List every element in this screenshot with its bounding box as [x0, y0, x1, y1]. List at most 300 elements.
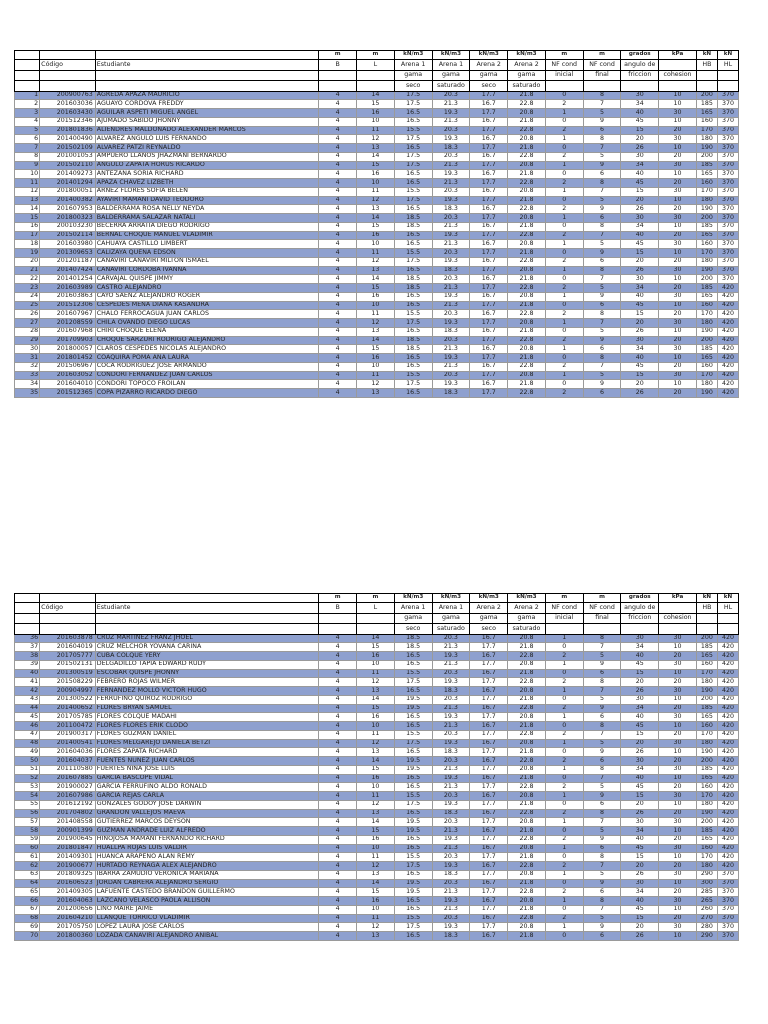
header-cell-cohesion: kPa — [659, 51, 697, 60]
cell-codigo: 201604036 — [40, 748, 96, 757]
cell-arena2-gama-saturado: 22.8 — [508, 205, 546, 214]
cell-hl: 370 — [717, 257, 738, 266]
cell-estudiante: CARVAJAL QUISPE JIMMY — [95, 275, 318, 284]
cell-arena2-gama-seco: 16.7 — [470, 774, 508, 783]
cell-arena1-gama-saturado: 19.3 — [432, 713, 470, 722]
header-cell-hb: kN — [696, 594, 717, 603]
cell-row-number: 26 — [15, 310, 40, 319]
cell-cohesion: 30 — [659, 109, 697, 118]
cell-arena2-gama-saturado: 22.8 — [508, 757, 546, 766]
cell-l: 13 — [357, 266, 395, 275]
cell-angulo-de-friccion: 26 — [621, 266, 659, 275]
table-row — [15, 783, 739, 792]
cell-hb: 265 — [696, 897, 717, 906]
cell-arena2-gama-seco: 16.7 — [470, 722, 508, 731]
cell-arena1-gama-seco: 17.5 — [394, 257, 432, 266]
cell-angulo-de-friccion: 34 — [621, 345, 659, 354]
cell-arena2-gama-saturado: 20.8 — [508, 923, 546, 932]
cell-hb: 185 — [696, 284, 717, 293]
cell-arena1-gama-saturado: 20.3 — [432, 792, 470, 801]
cell-l: 10 — [357, 660, 395, 669]
cell-nf-cond-inicial: 0 — [545, 643, 583, 652]
cell-l: 15 — [357, 827, 395, 836]
cell-arena2-gama-saturado: 22.8 — [508, 336, 546, 345]
header-cell-hb — [696, 81, 717, 92]
table-1-body — [15, 51, 739, 398]
cell-row-number: 1 — [15, 91, 40, 100]
cell-arena1-gama-seco: 16.5 — [394, 144, 432, 153]
cell-arena2-gama-seco: 16.7 — [470, 739, 508, 748]
cell-angulo-de-friccion: 15 — [621, 914, 659, 923]
cell-estudiante: LINO MAIRE JAIME — [95, 905, 318, 914]
cell-arena1-gama-saturado: 20.3 — [432, 187, 470, 196]
cell-arena2-gama-seco: 16.7 — [470, 932, 508, 941]
cell-arena1-gama-seco: 18.5 — [394, 643, 432, 652]
cell-cohesion: 20 — [659, 152, 697, 161]
table-row — [15, 354, 739, 363]
header-cell-angulo-de-friccion: friccion — [621, 70, 659, 81]
cell-cohesion: 10 — [659, 774, 697, 783]
cell-codigo: 201705777 — [40, 652, 96, 661]
cell-row-number: 17 — [15, 231, 40, 240]
cell-hl: 370 — [717, 888, 738, 897]
cell-b: 4 — [319, 266, 357, 275]
cell-nf-cond-inicial: 1 — [545, 187, 583, 196]
cell-nf-cond-inicial: 0 — [545, 327, 583, 336]
cell-estudiante: CAYO SAENZ ALEJANDRO ROGER — [95, 292, 318, 301]
cell-row-number: 21 — [15, 266, 40, 275]
cell-hb: 285 — [696, 888, 717, 897]
cell-codigo: 201809325 — [40, 870, 96, 879]
cell-nf-cond-inicial: 0 — [545, 932, 583, 941]
cell-angulo-de-friccion: 40 — [621, 354, 659, 363]
cell-l: 13 — [357, 327, 395, 336]
cell-arena1-gama-seco: 16.5 — [394, 783, 432, 792]
cell-estudiante: CUBA COLQUE YERY — [95, 652, 318, 661]
cell-cohesion: 10 — [659, 249, 697, 258]
cell-nf-cond-inicial: 2 — [545, 205, 583, 214]
cell-cohesion: 10 — [659, 669, 697, 678]
cell-l: 10 — [357, 240, 395, 249]
cell-codigo: 201705750 — [40, 923, 96, 932]
cell-estudiante: CONDORI TOPOCO FROILAN — [95, 380, 318, 389]
header-cell-cohesion — [659, 60, 697, 71]
cell-row-number: 20 — [15, 257, 40, 266]
cell-estudiante: CHALO FERROCAGUA JUAN CARLOS — [95, 310, 318, 319]
cell-l: 16 — [357, 774, 395, 783]
cell-hl: 370 — [717, 196, 738, 205]
cell-row-number: 2 — [15, 100, 40, 109]
cell-l: 11 — [357, 126, 395, 135]
cell-arena2-gama-seco: 16.7 — [470, 914, 508, 923]
cell-nf-cond-final: 7 — [583, 687, 621, 696]
cell-arena1-gama-saturado: 21.3 — [432, 301, 470, 310]
cell-arena1-gama-saturado: 21.3 — [432, 704, 470, 713]
cell-b: 4 — [319, 196, 357, 205]
cell-l: 10 — [357, 301, 395, 310]
cell-angulo-de-friccion: 40 — [621, 292, 659, 301]
cell-row-number: 28 — [15, 327, 40, 336]
cell-row-number: 70 — [15, 932, 40, 941]
cell-hb: 170 — [696, 792, 717, 801]
cell-arena1-gama-seco: 15.5 — [394, 249, 432, 258]
cell-row-number: 4 — [15, 117, 40, 126]
cell-cohesion: 30 — [659, 844, 697, 853]
cell-l: 15 — [357, 161, 395, 170]
cell-arena1-gama-seco: 16.5 — [394, 266, 432, 275]
table-row — [15, 870, 739, 879]
cell-arena2-gama-seco: 16.7 — [470, 100, 508, 109]
cell-row-number: 29 — [15, 336, 40, 345]
cell-arena1-gama-seco: 16.5 — [394, 748, 432, 757]
cell-codigo: 201408558 — [40, 818, 96, 827]
table-row — [15, 109, 739, 118]
table-row — [15, 161, 739, 170]
cell-codigo: 201705785 — [40, 713, 96, 722]
cell-arena1-gama-seco: 19.5 — [394, 765, 432, 774]
cell-arena1-gama-saturado: 21.3 — [432, 284, 470, 293]
header-cell-hl — [717, 613, 738, 624]
cell-estudiante: LOZADA CANAVIRI ALEJANDRO ANIBAL — [95, 932, 318, 941]
cell-hb: 200 — [696, 695, 717, 704]
cell-nf-cond-inicial: 1 — [545, 818, 583, 827]
header-cell-hl — [717, 81, 738, 92]
cell-estudiante: CHIRI CHOQUE ELENA — [95, 327, 318, 336]
cell-angulo-de-friccion: 45 — [621, 844, 659, 853]
cell-arena2-gama-saturado: 20.8 — [508, 187, 546, 196]
cell-hb: 185 — [696, 765, 717, 774]
cell-hl: 420 — [717, 380, 738, 389]
header-units — [15, 51, 739, 60]
cell-row-number: 44 — [15, 704, 40, 713]
cell-hb: 185 — [696, 161, 717, 170]
cell-arena2-gama-saturado: 20.8 — [508, 319, 546, 328]
cell-arena2-gama-seco: 17.7 — [470, 179, 508, 188]
cell-arena1-gama-seco: 15.5 — [394, 914, 432, 923]
cell-arena2-gama-seco: 17.7 — [470, 835, 508, 844]
cell-row-number: 23 — [15, 284, 40, 293]
cell-hb: 185 — [696, 643, 717, 652]
cell-b: 4 — [319, 240, 357, 249]
cell-cohesion: 30 — [659, 818, 697, 827]
cell-b: 4 — [319, 923, 357, 932]
cell-arena1-gama-saturado: 20.3 — [432, 126, 470, 135]
cell-angulo-de-friccion: 30 — [621, 818, 659, 827]
cell-arena2-gama-seco: 16.7 — [470, 257, 508, 266]
header-cell-angulo-de-friccion — [621, 624, 659, 635]
cell-arena1-gama-seco: 17.5 — [394, 923, 432, 932]
table-row — [15, 362, 739, 371]
cell-nf-cond-final: 7 — [583, 275, 621, 284]
table-row — [15, 144, 739, 153]
cell-hb: 190 — [696, 809, 717, 818]
cell-hl: 370 — [717, 187, 738, 196]
cell-estudiante: IBARRA ZAMUDIO VERÓNICA MARIANA — [95, 870, 318, 879]
header-cell-hl: kN — [717, 51, 738, 60]
header-cell-l: m — [357, 594, 395, 603]
header-cell-estudiante — [95, 51, 318, 60]
cell-nf-cond-inicial: 1 — [545, 292, 583, 301]
header-cell-arena1-gama-saturado: kN/m3 — [432, 51, 470, 60]
cell-arena1-gama-seco: 16.5 — [394, 117, 432, 126]
cell-hl: 420 — [717, 827, 738, 836]
cell-estudiante: LLANQUE TORRICO VLADIMIR — [95, 914, 318, 923]
cell-nf-cond-inicial: 0 — [545, 722, 583, 731]
table-row — [15, 371, 739, 380]
cell-codigo: 201512346 — [40, 117, 96, 126]
cell-codigo: 201709903 — [40, 336, 96, 345]
cell-row-number: 41 — [15, 678, 40, 687]
cell-codigo: 201704802 — [40, 809, 96, 818]
cell-arena1-gama-saturado: 21.3 — [432, 161, 470, 170]
cell-b: 4 — [319, 170, 357, 179]
cell-hl: 420 — [717, 292, 738, 301]
cell-nf-cond-inicial: 0 — [545, 827, 583, 836]
cell-arena2-gama-seco: 16.7 — [470, 135, 508, 144]
cell-nf-cond-final: 7 — [583, 319, 621, 328]
cell-l: 10 — [357, 362, 395, 371]
cell-estudiante: CONDORI FERNANDEZ JUAN CARLOS — [95, 371, 318, 380]
cell-arena1-gama-saturado: 19.3 — [432, 774, 470, 783]
cell-hb: 160 — [696, 783, 717, 792]
cell-codigo: 201508229 — [40, 678, 96, 687]
cell-b: 4 — [319, 695, 357, 704]
cell-nf-cond-inicial: 0 — [545, 196, 583, 205]
cell-hb: 160 — [696, 660, 717, 669]
table-2-body — [15, 594, 739, 941]
cell-hb: 200 — [696, 634, 717, 643]
table-row — [15, 319, 739, 328]
cell-angulo-de-friccion: 30 — [621, 214, 659, 223]
table-row — [15, 257, 739, 266]
cell-b: 4 — [319, 152, 357, 161]
cell-codigo: 201407424 — [40, 266, 96, 275]
cell-nf-cond-inicial: 1 — [545, 844, 583, 853]
header-cell-b: m — [319, 51, 357, 60]
cell-codigo: 201900645 — [40, 835, 96, 844]
cell-cohesion: 20 — [659, 336, 697, 345]
cell-angulo-de-friccion: 20 — [621, 800, 659, 809]
cell-l: 14 — [357, 818, 395, 827]
cell-nf-cond-final: 5 — [583, 327, 621, 336]
table-row — [15, 713, 739, 722]
header-cell-estudiante — [95, 81, 318, 92]
cell-row-number: 12 — [15, 187, 40, 196]
cell-nf-cond-final: 7 — [583, 730, 621, 739]
table-row — [15, 266, 739, 275]
cell-hl: 370 — [717, 923, 738, 932]
cell-nf-cond-inicial: 2 — [545, 310, 583, 319]
cell-hl: 370 — [717, 897, 738, 906]
cell-hb: 180 — [696, 862, 717, 871]
cell-row-number: 53 — [15, 783, 40, 792]
cell-arena1-gama-saturado: 20.3 — [432, 669, 470, 678]
cell-arena1-gama-seco: 16.5 — [394, 327, 432, 336]
cell-l: 11 — [357, 187, 395, 196]
cell-l: 15 — [357, 222, 395, 231]
header-cell-arena2-gama-seco: gama — [470, 70, 508, 81]
cell-arena2-gama-saturado: 20.8 — [508, 292, 546, 301]
header-cell-estudiante — [95, 70, 318, 81]
table-row — [15, 117, 739, 126]
cell-hl: 420 — [717, 730, 738, 739]
cell-hl: 370 — [717, 205, 738, 214]
cell-row-number: 9 — [15, 161, 40, 170]
cell-codigo: 201604019 — [40, 643, 96, 652]
cell-arena2-gama-saturado: 20.8 — [508, 109, 546, 118]
cell-codigo: 201606523 — [40, 879, 96, 888]
cell-nf-cond-final: 9 — [583, 249, 621, 258]
cell-nf-cond-inicial: 0 — [545, 800, 583, 809]
cell-arena1-gama-seco: 18.5 — [394, 214, 432, 223]
cell-arena1-gama-seco: 17.5 — [394, 678, 432, 687]
cell-b: 4 — [319, 214, 357, 223]
cell-arena1-gama-saturado: 20.3 — [432, 91, 470, 100]
cell-b: 4 — [319, 870, 357, 879]
cell-row-number: 47 — [15, 730, 40, 739]
cell-nf-cond-inicial: 1 — [545, 240, 583, 249]
cell-arena1-gama-saturado: 19.3 — [432, 652, 470, 661]
cell-nf-cond-final: 6 — [583, 888, 621, 897]
cell-arena2-gama-seco: 16.7 — [470, 205, 508, 214]
cell-arena1-gama-seco: 19.5 — [394, 818, 432, 827]
cell-estudiante: DELGADILLO TAPIA EDWARD RUDY — [95, 660, 318, 669]
cell-arena2-gama-seco: 17.7 — [470, 695, 508, 704]
cell-b: 4 — [319, 301, 357, 310]
cell-codigo: 200904997 — [40, 687, 96, 696]
cell-estudiante: HURTADO REYNAGA ALEX ALEJANDRO — [95, 862, 318, 871]
cell-arena1-gama-saturado: 19.3 — [432, 292, 470, 301]
header-row3 — [15, 624, 739, 635]
header-cell-l — [357, 81, 395, 92]
cell-estudiante: CAHUAYA CASTILLO LIMBERT — [95, 240, 318, 249]
cell-arena1-gama-saturado: 21.3 — [432, 117, 470, 126]
header-cell-nf-cond-inicial: NF cond — [545, 603, 583, 614]
cell-row-number: 60 — [15, 844, 40, 853]
cell-arena1-gama-saturado: 20.3 — [432, 634, 470, 643]
cell-l: 16 — [357, 170, 395, 179]
header-cell-row-number — [15, 70, 40, 81]
table-row — [15, 652, 739, 661]
cell-hl: 420 — [717, 327, 738, 336]
cell-nf-cond-inicial: 0 — [545, 879, 583, 888]
cell-hl: 420 — [717, 695, 738, 704]
cell-arena1-gama-seco: 16.5 — [394, 362, 432, 371]
cell-nf-cond-inicial: 1 — [545, 923, 583, 932]
cell-cohesion: 20 — [659, 783, 697, 792]
header-cell-row-number — [15, 603, 40, 614]
header-cell-nf-cond-inicial: inicial — [545, 613, 583, 624]
cell-cohesion: 10 — [659, 222, 697, 231]
cell-nf-cond-final: 7 — [583, 862, 621, 871]
cell-nf-cond-inicial: 0 — [545, 905, 583, 914]
header-cell-estudiante: Estudiante — [95, 60, 318, 71]
header-cell-row-number — [15, 594, 40, 603]
cell-nf-cond-final: 9 — [583, 835, 621, 844]
cell-l: 14 — [357, 336, 395, 345]
cell-b: 4 — [319, 109, 357, 118]
cell-arena2-gama-seco: 16.7 — [470, 844, 508, 853]
cell-arena1-gama-saturado: 18.3 — [432, 205, 470, 214]
cell-nf-cond-inicial: 1 — [545, 765, 583, 774]
cell-nf-cond-final: 8 — [583, 354, 621, 363]
cell-row-number: 54 — [15, 792, 40, 801]
cell-cohesion: 10 — [659, 879, 697, 888]
cell-hb: 200 — [696, 818, 717, 827]
cell-angulo-de-friccion: 15 — [621, 853, 659, 862]
cell-row-number: 43 — [15, 695, 40, 704]
cell-b: 4 — [319, 713, 357, 722]
cell-estudiante: ALVAREZ ANGULO LUIS FERNANDO — [95, 135, 318, 144]
cell-hb: 170 — [696, 187, 717, 196]
cell-arena1-gama-saturado: 18.3 — [432, 809, 470, 818]
cell-arena1-gama-saturado: 20.3 — [432, 371, 470, 380]
cell-arena2-gama-seco: 17.7 — [470, 231, 508, 240]
cell-arena1-gama-seco: 16.5 — [394, 231, 432, 240]
cell-estudiante: AYAVIRI MAMANI DAVID TEODORO — [95, 196, 318, 205]
cell-nf-cond-inicial: 0 — [545, 275, 583, 284]
header-cell-nf-cond-final: m — [583, 51, 621, 60]
cell-arena2-gama-saturado: 20.8 — [508, 844, 546, 853]
cell-nf-cond-final: 8 — [583, 678, 621, 687]
header-cell-arena2-gama-seco: seco — [470, 81, 508, 92]
cell-l: 15 — [357, 345, 395, 354]
header-cell-hb: HB — [696, 603, 717, 614]
cell-arena2-gama-saturado: 22.8 — [508, 862, 546, 871]
cell-cohesion: 10 — [659, 722, 697, 731]
cell-hb: 160 — [696, 240, 717, 249]
cell-arena2-gama-seco: 16.7 — [470, 275, 508, 284]
cell-hl: 420 — [717, 345, 738, 354]
header-cell-codigo — [40, 624, 96, 635]
cell-hl: 370 — [717, 879, 738, 888]
cell-angulo-de-friccion: 34 — [621, 704, 659, 713]
cell-l: 15 — [357, 643, 395, 652]
cell-angulo-de-friccion: 20 — [621, 678, 659, 687]
cell-angulo-de-friccion: 30 — [621, 695, 659, 704]
cell-cohesion: 30 — [659, 292, 697, 301]
cell-arena2-gama-saturado: 21.8 — [508, 879, 546, 888]
cell-angulo-de-friccion: 45 — [621, 362, 659, 371]
cell-codigo: 201604010 — [40, 380, 96, 389]
cell-b: 4 — [319, 722, 357, 731]
cell-row-number: 68 — [15, 914, 40, 923]
cell-nf-cond-final: 8 — [583, 634, 621, 643]
cell-codigo: 201603863 — [40, 292, 96, 301]
cell-b: 4 — [319, 362, 357, 371]
cell-angulo-de-friccion: 34 — [621, 643, 659, 652]
cell-hl: 420 — [717, 844, 738, 853]
cell-row-number: 46 — [15, 722, 40, 731]
cell-arena1-gama-seco: 18.5 — [394, 284, 432, 293]
cell-cohesion: 30 — [659, 214, 697, 223]
cell-codigo: 201409301 — [40, 853, 96, 862]
header-cell-row-number — [15, 60, 40, 71]
cell-arena1-gama-saturado: 19.3 — [432, 319, 470, 328]
cell-hb: 200 — [696, 214, 717, 223]
header-cell-arena1-gama-seco: Arena 1 — [394, 60, 432, 71]
cell-nf-cond-final: 8 — [583, 222, 621, 231]
cell-nf-cond-final: 9 — [583, 292, 621, 301]
cell-b: 4 — [319, 135, 357, 144]
cell-arena2-gama-seco: 17.7 — [470, 748, 508, 757]
cell-angulo-de-friccion: 34 — [621, 888, 659, 897]
cell-estudiante: AJUMADO SABIDO JHONNY — [95, 117, 318, 126]
cell-l: 16 — [357, 835, 395, 844]
cell-nf-cond-final: 7 — [583, 362, 621, 371]
cell-row-number: 49 — [15, 748, 40, 757]
cell-hb: 180 — [696, 319, 717, 328]
